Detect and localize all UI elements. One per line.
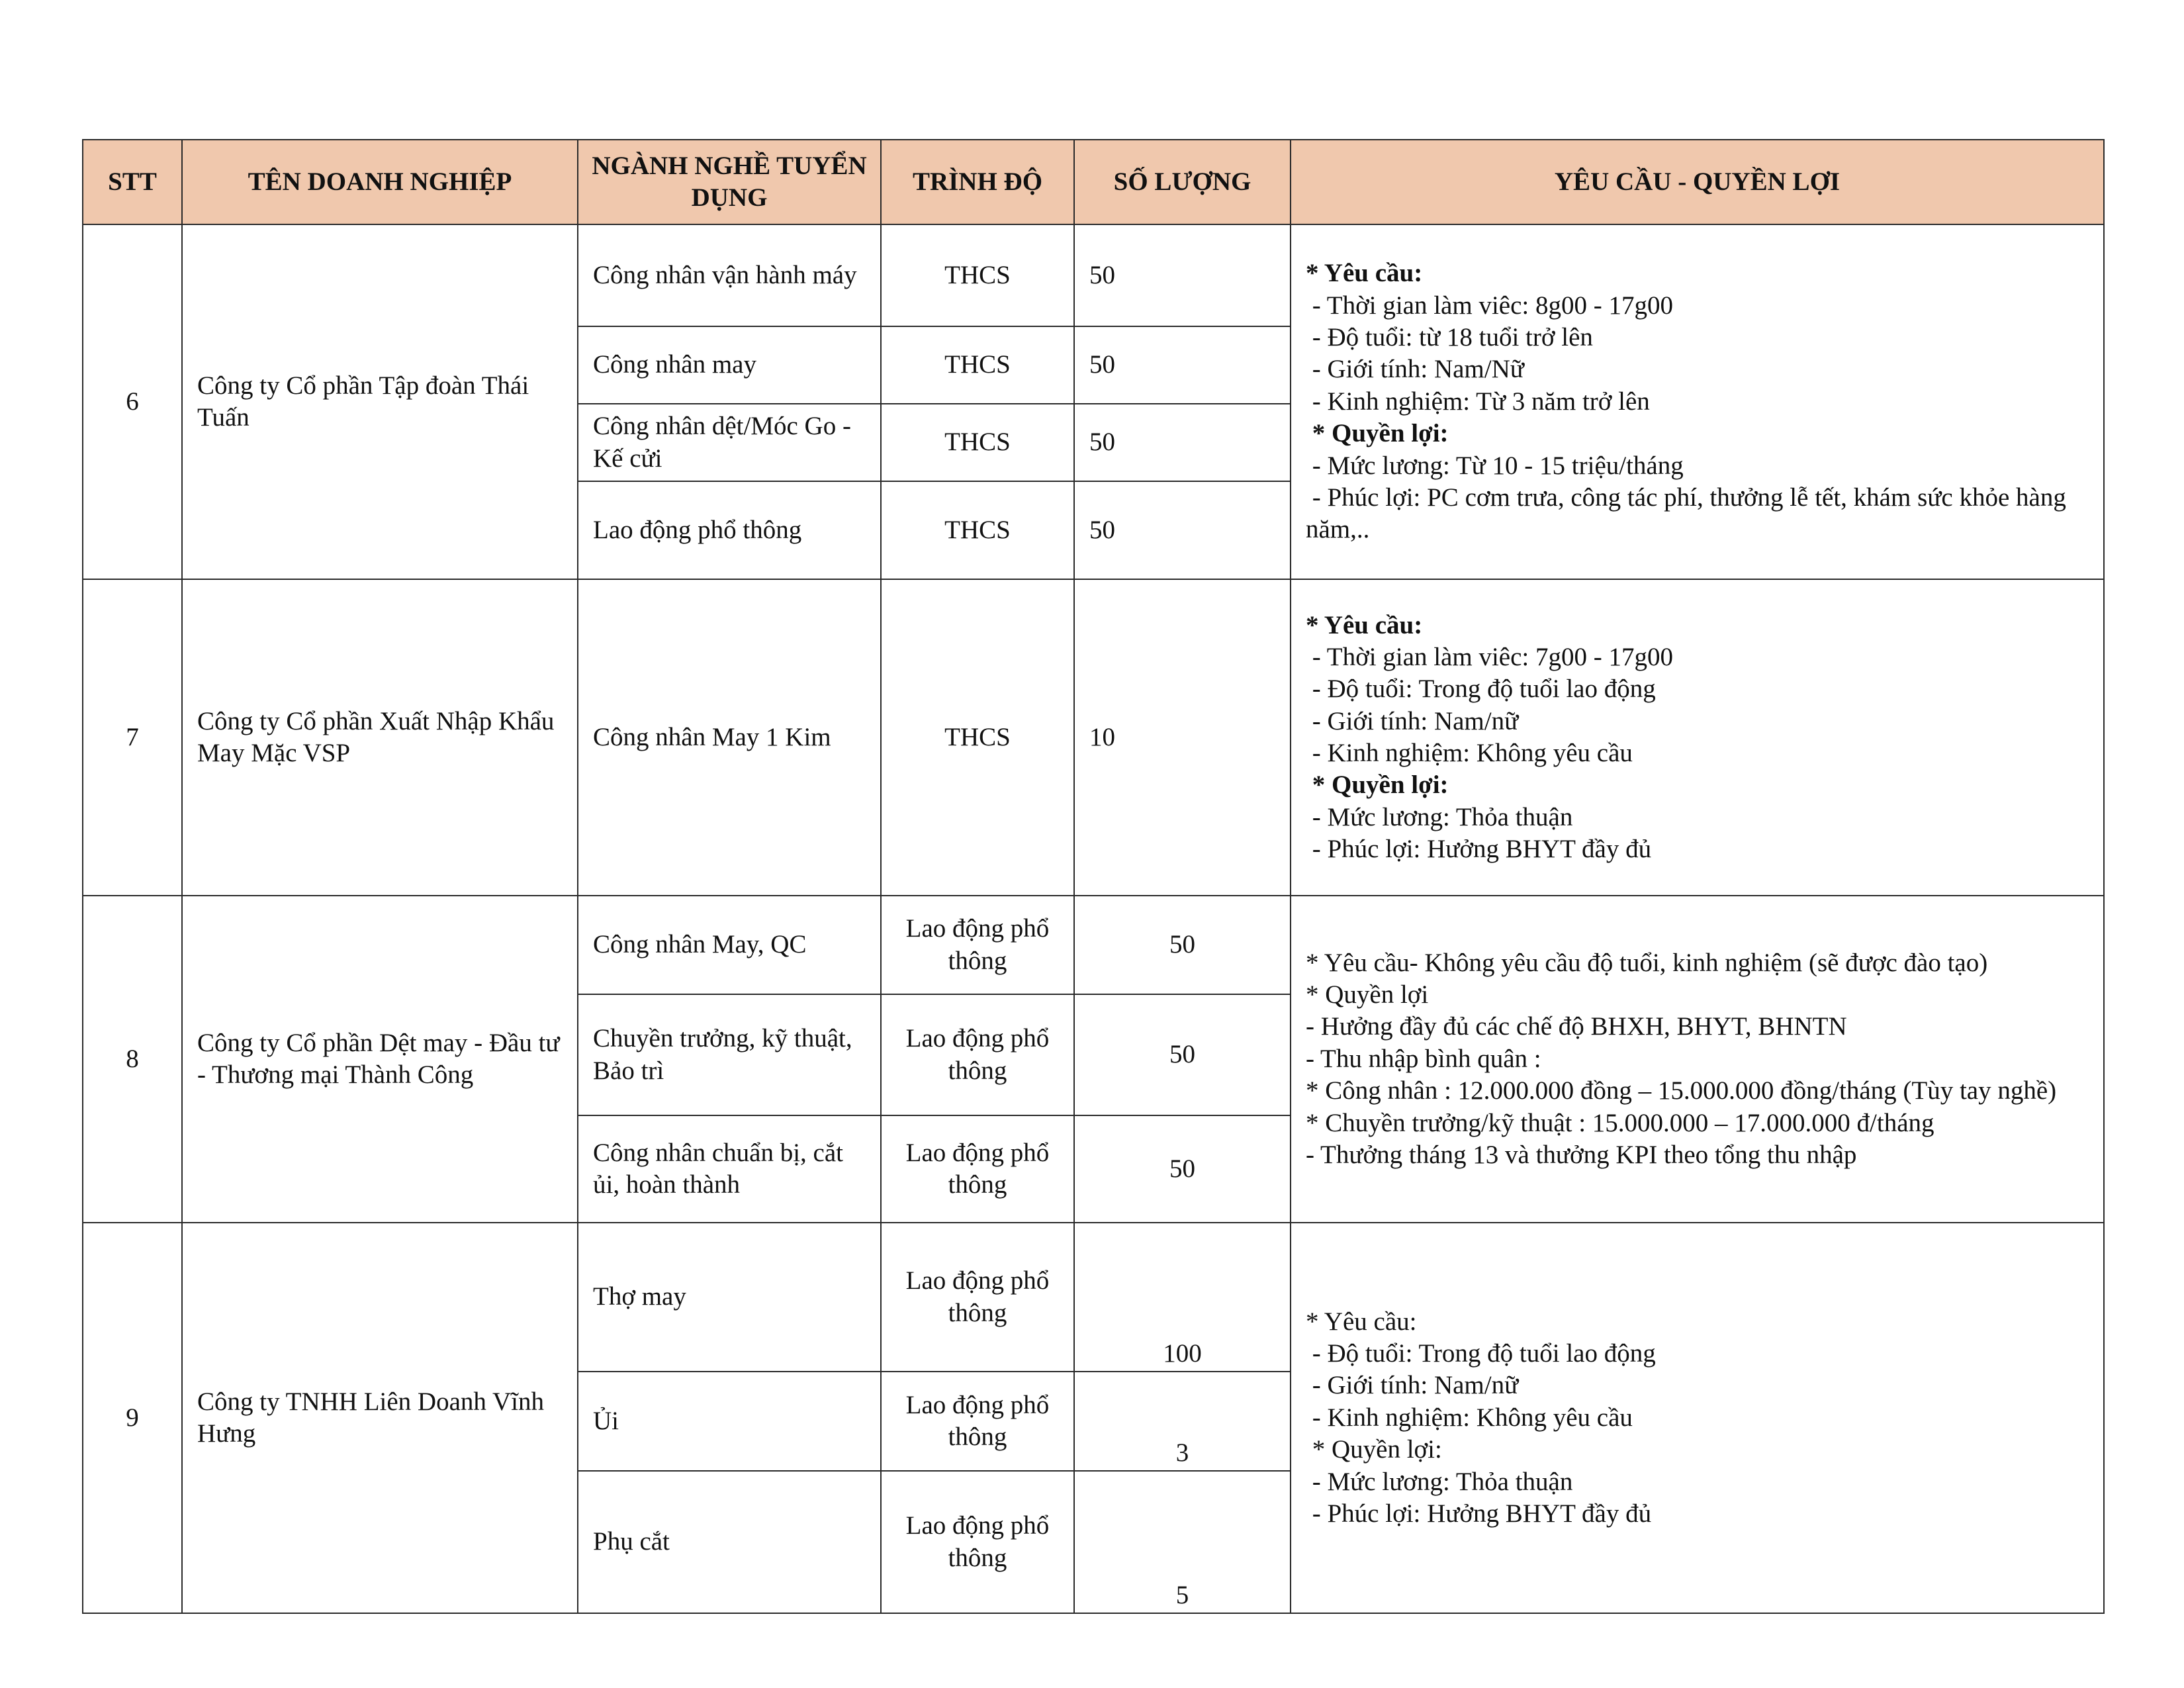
requirement-line: * Quyền lợi <box>1306 980 1429 1009</box>
table-header-row <box>83 140 2104 224</box>
occupation-cell: Ủi <box>578 1372 881 1471</box>
quantity-cell: 50 <box>1074 326 1291 404</box>
occupation-cell: Công nhân vận hành máy <box>578 224 881 326</box>
requirement-line: - Thu nhập bình quân : <box>1306 1044 1541 1073</box>
quantity-cell: 50 <box>1074 896 1291 994</box>
level-cell: Lao động phổ thông <box>881 1471 1074 1613</box>
quantity-cell: 10 <box>1074 579 1291 896</box>
header-stt: STT <box>83 140 182 224</box>
level-cell: Lao động phổ thông <box>881 1372 1074 1471</box>
header-level: TRÌNH ĐỘ <box>881 140 1074 224</box>
company-name-cell: Công ty TNHH Liên Doanh Vĩnh Hưng <box>182 1223 578 1613</box>
requirement-line: - Độ tuổi: Trong độ tuổi lao động <box>1306 675 1656 704</box>
quantity-cell: 50 <box>1074 224 1291 326</box>
stt-cell: 9 <box>83 1223 182 1613</box>
requirement-line: - Mức lương: Từ 10 - 15 triệu/tháng <box>1306 451 1684 480</box>
occupation-cell: Công nhân may <box>578 326 881 404</box>
requirement-line: - Kinh nghiệm: Không yêu cầu <box>1306 739 1633 767</box>
requirement-line: - Mức lương: Thỏa thuận <box>1306 1467 1573 1496</box>
company-name-cell: Công ty Cổ phần Xuất Nhập Khẩu May Mặc VSP <box>182 579 578 896</box>
occupation-cell: Công nhân dệt/Móc Go - Kế cửi <box>578 404 881 481</box>
table-row <box>83 1223 2104 1372</box>
requirement-line: * Chuyền trưởng/kỹ thuật : 15.000.000 – 17.000.000 đ/tháng <box>1306 1108 1934 1137</box>
header-company: TÊN DOANH NGHIỆP <box>182 140 578 224</box>
stt-cell: 6 <box>83 224 182 579</box>
requirement-line: * Quyền lợi: <box>1306 1435 1442 1464</box>
requirement-line: - Hưởng đầy đủ các chế độ BHXH, BHYT, BHNTN <box>1306 1012 1847 1041</box>
requirement-line: - Phúc lợi: Hưởng BHYT đầy đủ <box>1306 1499 1652 1528</box>
requirement-line: - Giới tính: Nam/nữ <box>1306 706 1519 735</box>
recruitment-table <box>82 139 2105 1614</box>
occupation-cell: Công nhân May 1 Kim <box>578 579 881 896</box>
level-cell: THCS <box>881 481 1074 579</box>
requirement-line: - Kinh nghiệm: Từ 3 năm trở lên <box>1306 387 1650 416</box>
level-cell: THCS <box>881 326 1074 404</box>
requirement-line: - Thưởng tháng 13 và thưởng KPI theo tổng thu nhập <box>1306 1140 1857 1169</box>
quantity-cell: 50 <box>1074 1115 1291 1223</box>
occupation-cell: Chuyền trưởng, kỹ thuật, Bảo trì <box>578 994 881 1115</box>
level-cell: Lao động phổ thông <box>881 994 1074 1115</box>
requirement-line: - Mức lương: Thỏa thuận <box>1306 802 1573 831</box>
level-cell: THCS <box>881 579 1074 896</box>
requirement-line: - Thời gian làm viêc: 7g00 - 17g00 <box>1306 642 1673 671</box>
occupation-cell: Thợ may <box>578 1223 881 1372</box>
level-cell: THCS <box>881 224 1074 326</box>
requirement-line: - Kinh nghiệm: Không yêu cầu <box>1306 1403 1633 1432</box>
occupation-cell: Công nhân chuẩn bị, cắt ủi, hoàn thành <box>578 1115 881 1223</box>
stt-cell: 8 <box>83 896 182 1223</box>
requirements-cell <box>1291 1223 2104 1613</box>
requirements-cell <box>1291 224 2104 579</box>
occupation-cell: Công nhân May, QC <box>578 896 881 994</box>
header-occupation: NGÀNH NGHỀ TUYỂN DỤNG <box>578 140 881 224</box>
header-quantity: SỐ LƯỢNG <box>1074 140 1291 224</box>
requirement-line: * Yêu cầu: <box>1306 259 1423 288</box>
table-row <box>83 224 2104 326</box>
requirement-line: * Yêu cầu: <box>1306 610 1423 639</box>
header-requirements: YÊU CẦU - QUYỀN LỢI <box>1291 140 2104 224</box>
requirements-cell <box>1291 579 2104 896</box>
level-cell: Lao động phổ thông <box>881 896 1074 994</box>
quantity-cell: 5 <box>1074 1471 1291 1613</box>
quantity-cell: 50 <box>1074 404 1291 481</box>
requirement-line: - Giới tính: Nam/Nữ <box>1306 355 1524 384</box>
occupation-cell: Lao động phổ thông <box>578 481 881 579</box>
stt-cell: 7 <box>83 579 182 896</box>
requirement-line: - Độ tuổi: từ 18 tuổi trở lên <box>1306 323 1593 352</box>
requirement-line: - Độ tuổi: Trong độ tuổi lao động <box>1306 1339 1656 1368</box>
requirement-line: - Giới tính: Nam/nữ <box>1306 1371 1519 1400</box>
requirement-line: * Công nhân : 12.000.000 đồng – 15.000.000 đồng/tháng (Tùy tay nghề) <box>1306 1076 2057 1105</box>
company-name-cell: Công ty Cổ phần Tập đoàn Thái Tuấn <box>182 224 578 579</box>
company-name-cell: Công ty Cổ phần Dệt may - Đầu tư - Thương mại Thành Công <box>182 896 578 1223</box>
quantity-cell: 50 <box>1074 994 1291 1115</box>
requirement-line: * Quyền lợi: <box>1306 419 1449 448</box>
table-row <box>83 579 2104 896</box>
requirement-line: * Yêu cầu- Không yêu cầu độ tuổi, kinh nghiệm (sẽ được đào tạo) <box>1306 948 1988 977</box>
level-cell: THCS <box>881 404 1074 481</box>
quantity-cell: 50 <box>1074 481 1291 579</box>
occupation-cell: Phụ cắt <box>578 1471 881 1613</box>
level-cell: Lao động phổ thông <box>881 1223 1074 1372</box>
requirements-cell <box>1291 896 2104 1223</box>
level-cell: Lao động phổ thông <box>881 1115 1074 1223</box>
quantity-cell: 100 <box>1074 1223 1291 1372</box>
requirement-line: * Quyền lợi: <box>1306 771 1449 800</box>
table-row <box>83 896 2104 994</box>
quantity-cell: 3 <box>1074 1372 1291 1471</box>
requirement-line: - Thời gian làm viêc: 8g00 - 17g00 <box>1306 291 1673 320</box>
requirement-line: - Phúc lợi: Hưởng BHYT đầy đủ <box>1306 835 1652 864</box>
requirement-line: - Phúc lợi: PC cơm trưa, công tác phí, thưởng lễ tết, khám sức khỏe hàng năm,.. <box>1306 483 2073 544</box>
requirement-line: * Yêu cầu: <box>1306 1307 1417 1336</box>
